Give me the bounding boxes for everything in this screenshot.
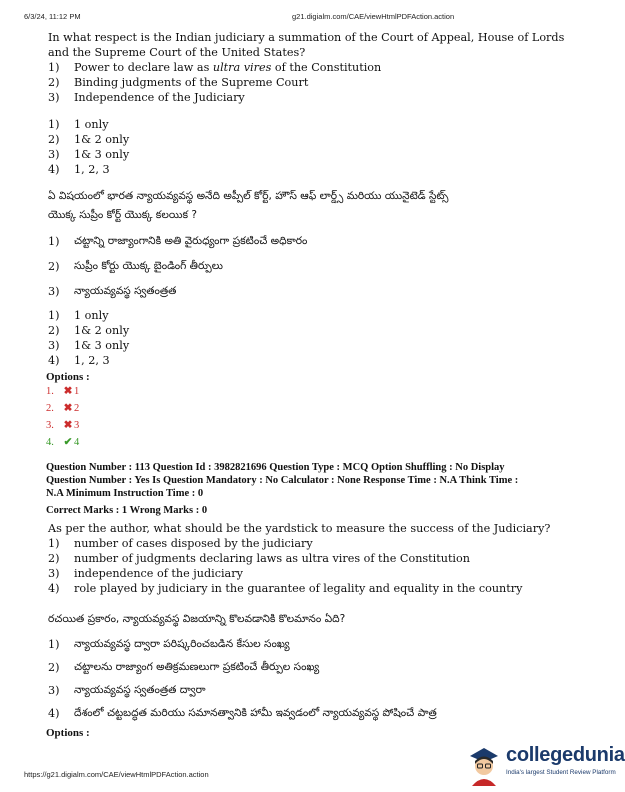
option-item: 3. ✖ 3 <box>46 417 578 434</box>
question-line: యొక్క సుప్రీం కోర్ట్ యొక్క కలయిక ? <box>48 209 197 221</box>
statement-item: 3) న్యాయవ్యవస్థ స్వతంత్రత <box>48 285 177 298</box>
choice-item: 4) 1, 2, 3 <box>48 163 110 176</box>
choice-item: 1) 1 only <box>48 118 109 131</box>
choice-item: 2) 1& 2 only <box>48 324 130 337</box>
choice-item: 1) number of cases disposed by the judiciary <box>48 537 313 550</box>
question-2-meta: Question Number : 113 Question Id : 3982821696 Question Type : MCQ Option Shuffling : No Display Question Number : Yes Is Question Mandatory : No Calculator : None Response Time : N.A Think Time : N.A Minimum Instruction Time : 0 Correct Marks : 1 Wrong Marks : 0 <box>46 461 578 517</box>
options-heading: Options : <box>46 727 90 739</box>
option-item: 1. ✖ 1 <box>46 383 578 400</box>
question-line: and the Supreme Court of the United States? <box>48 46 306 59</box>
print-header <box>24 12 588 24</box>
print-datetime: 6/3/24, 11:12 PM <box>24 12 81 21</box>
wrong-icon: ✖ <box>63 386 73 397</box>
document-body <box>48 30 578 739</box>
question-2-text: As per the author, what should be the yardstick to measure the success of the Judiciary? <box>48 522 551 535</box>
question-1-telugu-text <box>48 187 578 225</box>
statement-item: 1) చట్టాన్ని రాజ్యాంగానికి అతి వైరుధ్యంగా ప్రకటించే అధికారం <box>48 235 308 248</box>
option-item: 4. ✔ 4 <box>46 434 578 451</box>
brand-tagline: India's largest Student Review Platform <box>506 769 616 776</box>
choice-item: 2) number of judgments declaring laws as ultra vires of the Constitution <box>48 552 470 565</box>
question-1-telugu-statements <box>48 229 578 304</box>
question-1-choices <box>48 117 578 177</box>
choice-item: 3) న్యాయవ్యవస్థ స్వతంత్రత ద్వారా <box>48 684 206 697</box>
question-2-choices <box>48 536 578 596</box>
question-line: In what respect is the Indian judiciary a summation of the Court of Appeal, House of Lords <box>48 31 565 44</box>
choice-item: 3) independence of the judiciary <box>48 567 243 580</box>
check-icon: ✔ <box>63 437 73 448</box>
marks-line: Correct Marks : 1 Wrong Marks : 0 <box>46 505 208 516</box>
collegedunia-logo <box>462 742 625 788</box>
statement-item: 2) Binding judgments of the Supreme Court <box>48 76 309 89</box>
question-1-statements <box>48 60 578 105</box>
choice-item: 3) 1& 3 only <box>48 148 130 161</box>
statement-item: 1) Power to declare law as ultra vires of the Constitution <box>48 61 382 74</box>
option-item: 2. ✖ 2 <box>46 400 578 417</box>
choice-item: 4) role played by judiciary in the guarantee of legality and equality in the country <box>48 582 523 595</box>
wrong-icon: ✖ <box>63 403 73 414</box>
question-1-text <box>48 30 578 60</box>
choice-item: 1) 1 only <box>48 309 109 322</box>
options-heading: Options : <box>46 371 90 383</box>
choice-item: 4) 1, 2, 3 <box>48 354 110 367</box>
statement-item: 3) Independence of the Judiciary <box>48 91 245 104</box>
wrong-icon: ✖ <box>63 420 73 431</box>
question-1-telugu-choices <box>48 308 578 368</box>
choice-item: 2) చట్టాలను రాజ్యాంగ అతిక్రమణలుగా ప్రకటించే తీర్పుల సంఖ్య <box>48 661 320 674</box>
brand-name: collegedunia <box>506 744 625 766</box>
print-url[interactable]: g21.digialm.com/CAE/viewHtmlPDFAction.action <box>292 12 455 21</box>
choice-item: 1) న్యాయవ్యవస్థ ద్వారా పరిష్కరించబడిన కేసుల సంఖ్య <box>48 638 290 651</box>
statement-item: 2) సుప్రీం కోర్టు యొక్క బైండింగ్ తీర్పులు <box>48 260 223 273</box>
question-2-telugu-choices <box>48 633 578 725</box>
choice-item: 2) 1& 2 only <box>48 133 130 146</box>
choice-item: 4) దేశంలో చట్టబద్ధత మరియు సమానత్వానికి హామీ ఇవ్వడంలో న్యాయవ్యవస్థ పోషించే పాత్ర <box>48 707 437 720</box>
question-2-telugu-text: రచయిత ప్రకారం, న్యాయవ్యవస్థ విజయాన్ని కొలవడానికి కొలమానం ఏది? <box>48 613 346 625</box>
options-list <box>46 383 578 451</box>
choice-item: 3) 1& 3 only <box>48 339 130 352</box>
print-footer-url[interactable]: https://g21.digialm.com/CAE/viewHtmlPDFAction.action <box>24 770 209 779</box>
mascot-icon <box>464 742 504 786</box>
question-line: ఏ విషయంలో భారత న్యాయవ్యవస్థ అనేది అప్పీల్ కోర్ట్, హౌస్ ఆఫ్ లార్డ్స్ మరియు యునైటెడ్ స్టేట్స్ <box>48 190 449 202</box>
